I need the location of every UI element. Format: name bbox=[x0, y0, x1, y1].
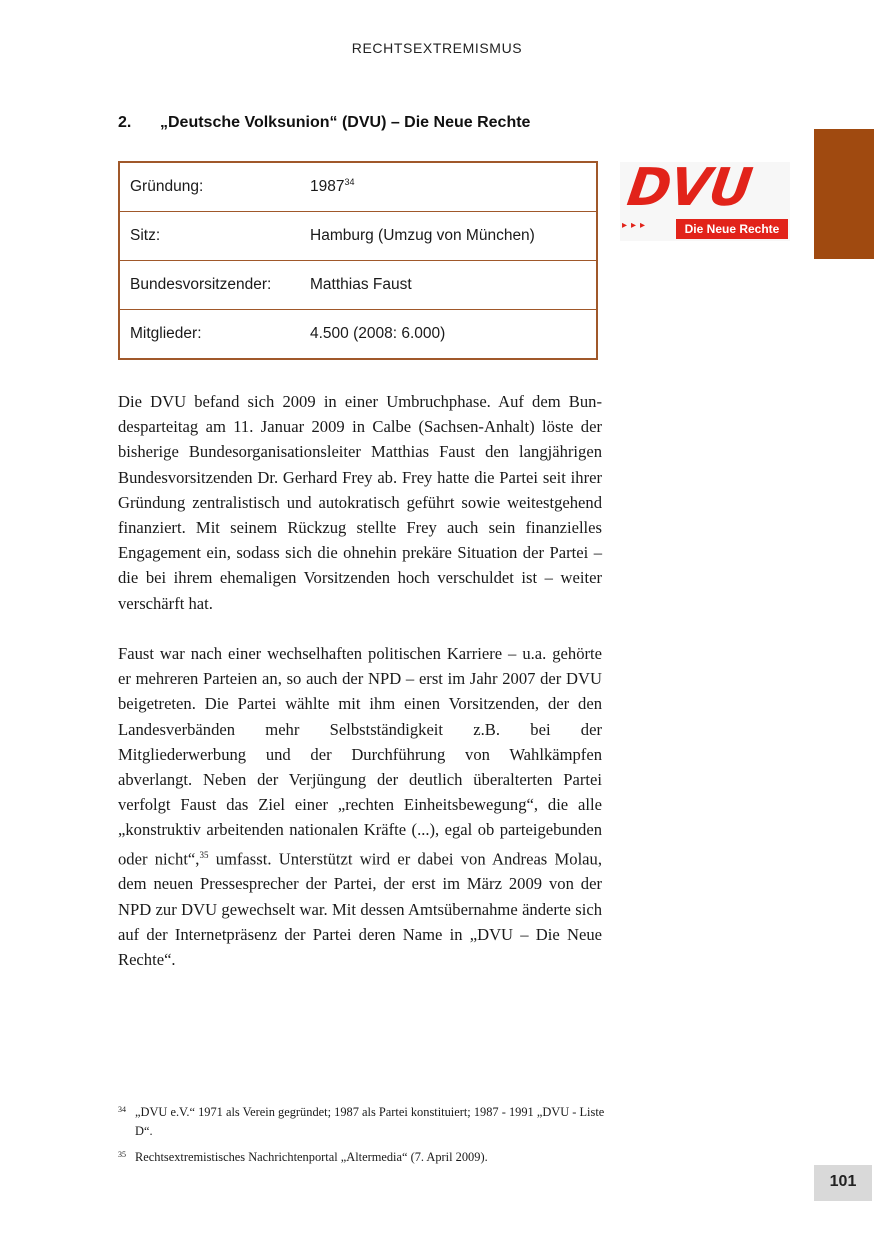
party-info-table bbox=[118, 161, 598, 360]
arrow-icon: ▸▸▸ bbox=[622, 220, 650, 231]
body-paragraph-1: Die DVU befand sich 2009 in einer Umbruchphase. Auf dem Bundesparteitag am 11. Januar 2009 in Calbe (Sachsen-Anhalt) löste der bisherige Bundesorganisationsleiter Matthias Faust den langjährigen Bundesvorsitzenden Dr. Gerhard Frey ab. Frey hatte die Partei seit ihrer Gründung zentralistisch und autokratisch geführt sowie weitestgehend finanziert. Mit seinem Rückzug stellte Frey auch sein finanzielles Engagement ein, sodass sich die ohnehin prekäre Situation der Partei – die bei ihrem ehemaligen Vorsitzenden hoch verschuldet ist – weiter verschärft hat. bbox=[118, 392, 602, 613]
table-row bbox=[119, 162, 597, 212]
table-value: Matthias Faust bbox=[300, 261, 597, 310]
dvu-logo bbox=[620, 158, 790, 241]
table-value: 4.500 (2008: 6.000) bbox=[300, 310, 597, 360]
footnotes bbox=[118, 1103, 608, 1174]
table-value bbox=[300, 162, 597, 212]
chapter-tab bbox=[814, 129, 874, 259]
table-label: Mitglieder: bbox=[119, 310, 300, 360]
section-number: 2. bbox=[118, 114, 132, 131]
footnote-ref-35[interactable]: 35 bbox=[199, 849, 209, 860]
logo-subtitle: Die Neue Rechte bbox=[676, 219, 788, 239]
page-number: 101 bbox=[814, 1165, 872, 1201]
footnote-text: Rechtsextremistisches Nachrichtenportal „Altermedia“ (7. April 2009). bbox=[135, 1150, 488, 1164]
table-row bbox=[119, 310, 597, 360]
running-header: RECHTSEXTREMISMUS bbox=[351, 40, 523, 56]
footnote bbox=[118, 1103, 608, 1141]
footnote-ref-34[interactable]: 34 bbox=[344, 177, 355, 188]
footnote-number: 34 bbox=[118, 1105, 126, 1114]
table-row bbox=[119, 261, 597, 310]
table-value: Hamburg (Umzug von München) bbox=[300, 212, 597, 261]
table-label: Gründung: bbox=[130, 178, 204, 195]
section-heading bbox=[118, 114, 530, 132]
footnote-text: „DVU e.V.“ 1971 als Verein gegründet; 1987 als Partei konstituiert; 1987 - 1991 „DVU - Liste D“. bbox=[135, 1105, 605, 1138]
paragraph-2-text-b: umfasst. Unterstützt wird er dabei von Andreas Molau, dem neuen Pressesprecher der Partei, der erst im März 2009 von der NPD zur DVU gewechselt war. Mit dessen Amtsübernahme änderte sich auf der Internetpräsenz der Partei deren Name in „DVU – Die Neue Rechte“. bbox=[118, 849, 602, 969]
body-paragraph-2 bbox=[118, 641, 602, 972]
table-label: Sitz: bbox=[119, 212, 300, 261]
paragraph-2-text-a: Faust war nach einer wechselhaften politischen Karriere – u.a. gehörte er mehreren Parteien an, so auch der NPD – erst im Jahr 2007 der DVU beigetreten. Die Partei wählte mit ihm einen Vorsitzenden, der den Landesverbänden mehr Selbstständigkeit z.B. bei der Mitgliederwerbung und der Durchführung von Wahlkämpfen abverlangt. Neben der Verjüngung der deutlich überalterten Partei verfolgt Faust das Ziel einer „rechten Einheitsbewegung“, die alle „konstruktiv arbeitenden nationalen Kräfte (...), egal ob parteigebunden oder nicht“, bbox=[118, 644, 602, 869]
founding-year: 1987 bbox=[310, 178, 345, 196]
logo-wordmark: DVU bbox=[623, 158, 755, 218]
footnote bbox=[118, 1148, 608, 1167]
table-label: Bundesvorsitzender: bbox=[119, 261, 300, 310]
section-title: „Deutsche Volksunion“ (DVU) – Die Neue Rechte bbox=[160, 114, 531, 131]
footnote-number: 35 bbox=[118, 1150, 126, 1159]
table-row bbox=[119, 212, 597, 261]
